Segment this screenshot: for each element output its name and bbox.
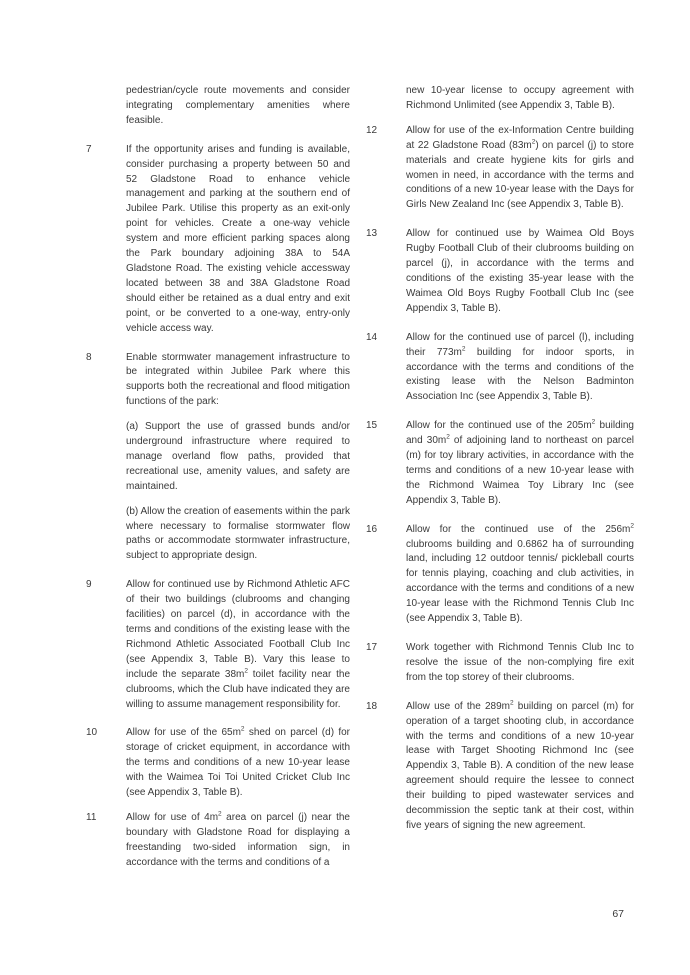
list-item-7 [86, 143, 350, 337]
list-item-16 [366, 523, 634, 627]
sub-paragraph-b: (b) Allow the creation of easements within the park where necessary to formalise stormwater flow paths or accommodate stormwater infrastructure, subject to appropriate design. [126, 505, 350, 562]
paragraph: new 10-year license to occupy agreement with Richmond Unlimited (see Appendix 3, Table B). [406, 85, 634, 111]
item-number: 9 [86, 579, 92, 591]
paragraph: Allow for use of $4m^2$ area on parcel (j) near the boundary with Gladstone Road for displaying a freestanding two-sided information sign, in accordance with the terms and conditions of a [126, 810, 350, 868]
page-number: 67 [612, 908, 624, 920]
item-number: 14 [366, 331, 378, 343]
item-number: 13 [366, 228, 378, 240]
right-column [366, 84, 634, 834]
item-number: 12 [366, 124, 378, 136]
item-number: 8 [86, 351, 92, 363]
list-item-15 [366, 419, 634, 508]
list-item-11 [86, 811, 350, 871]
list-item-14 [366, 331, 634, 406]
paragraph: Allow for use of the ex-Information Centre building at 22 Gladstone Road $(83m^2)$ on parcel (j) to store materials and create hygiene kits for girls and women in need, in accordance with the terms and conditions of a new 10-year lease with the Days for Girls New Zealand Inc (see Appendix 3, Table B). [406, 124, 634, 211]
paragraph: Enable stormwater management infrastructure to be integrated within Jubilee Park where this supports both the recreational and flood mitigation functions of the park: [126, 351, 350, 408]
item-number: 11 [86, 811, 97, 823]
paragraph: pedestrian/cycle route movements and consider integrating complementary amenities where feasible. [126, 85, 350, 126]
paragraph: Allow for the continued use of the $205m^2$ building and $30m^2$ of adjoining land to northeast on parcel (m) for toy library activities, in accordance with the terms and conditions of a new 10-year lease with the Richmond Waimea Toy Library Inc (see Appendix 3, Table B). [406, 418, 635, 506]
item-number: 10 [86, 727, 98, 739]
list-item-13 [366, 227, 634, 316]
list-item-9 [86, 578, 350, 712]
item-number: 7 [86, 143, 92, 155]
paragraph: Allow for continued use by Waimea Old Boys Rugby Football Club of their clubrooms building on parcel (j), in accordance with the terms and conditions of the existing 35-year lease with the Waimea Old Boys Rugby Football Club Inc (see Appendix 3, Table B). [406, 228, 634, 314]
item-number: 17 [366, 642, 378, 653]
list-item-12 [366, 124, 634, 213]
left-column [86, 84, 350, 871]
item-number: 18 [366, 700, 378, 712]
list-item-10 [86, 726, 350, 801]
paragraph: Allow for the continued use of parcel (l), including their $773m^2$ building for indoor sports, in accordance with the terms and conditions of the existing lease with the Nelson Badminton Association Inc (see Appendix 3, Table B). [406, 331, 635, 403]
paragraph: If the opportunity arises and funding is available, consider purchasing a property between 50 and 52 Gladstone Road to enhance vehicle management and parking at the southern end of Jubilee Park. Utilise this property as an exit-only point for vehicles. Create a one-way vehicle system and more efficient parking spaces along the Park boundary adjoining 38A to 54A Gladstone Road. The existing vehicle accessway located between 38 and 38A Gladstone Road should either be retained as a dual entry and exit point, or be converted to a one-way, entry-only vehicle access way. [126, 143, 350, 334]
item-number: 15 [366, 420, 378, 432]
paragraph: Allow for use of the $65m^2$ shed on parcel (d) for storage of cricket equipment, in accordance with the terms and conditions of a new 10-year lease with the Waimea Toi Toi United Cricket Club Inc (see Appendix 3, Table B). [126, 726, 351, 799]
list-item-18 [366, 700, 634, 834]
paragraph: Work together with Richmond Tennis Club Inc to resolve the issue of the non-complying fire exit from the top storey of their clubrooms. [406, 642, 634, 683]
paragraph: Allow for continued use by Richmond Athletic AFC of their two buildings (clubrooms and changing facilities) on parcel (d), in accordance with the terms and conditions of the existing lease with the Richmond Athletic Associated Football Club Inc (see Appendix 3, Table B). Vary this lease to include the separate $38m^2$ toilet facility near the clubrooms, which the Club have indicated they are willing to assume management responsibility for. [126, 579, 351, 710]
list-item-17 [366, 641, 634, 686]
list-item-8 [86, 351, 350, 565]
paragraph: Allow use of the $289m^2$ building on parcel (m) for operation of a target shooting club, in accordance with the terms and conditions of a new 10-year lease with Target Shooting Richmond Inc (see Appendix 3, Table B). A condition of the new lease agreement should require the lessee to connect their building to piped wastewater services and decommission the septic tank at their cost, within five years of signing the new agreement. [406, 699, 635, 831]
item-number: 16 [366, 523, 378, 535]
paragraph: Allow for the continued use of the $256m^2$ clubrooms building and 0.6862 ha of surrounding land, including 12 outdoor tennis/ pickleball courts for tennis playing, coaching and club activities, in accordance with the terms and conditions of a new 10-year lease with the Richmond Tennis Club Inc (see Appendix 3, Table B). [406, 522, 634, 625]
list-item-continued [366, 84, 634, 114]
sub-paragraph-a: (a) Support the use of grassed bunds and/or underground infrastructure where required to manage overland flow paths, provided that recreational use, amenity values, and safety are maintained. [126, 421, 350, 492]
list-item-continued [86, 84, 350, 129]
